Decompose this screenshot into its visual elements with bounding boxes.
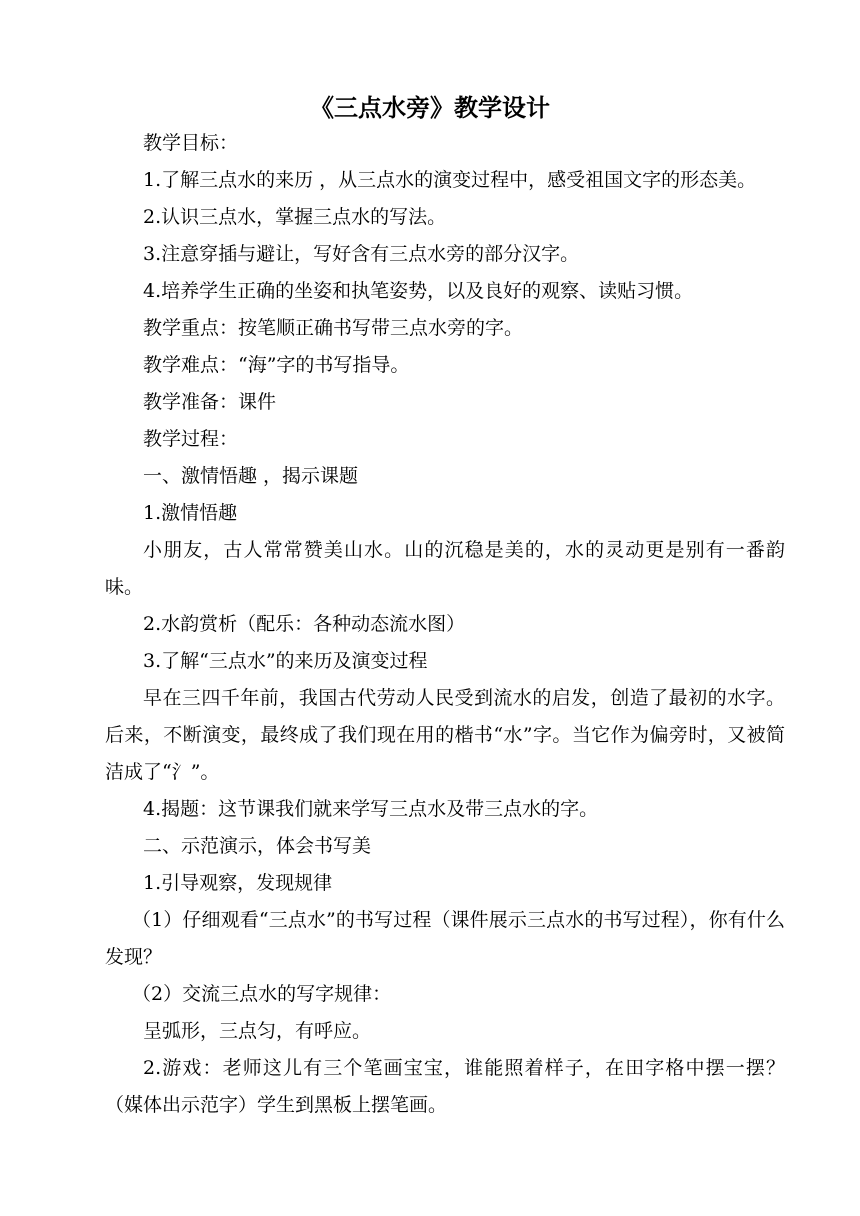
- paragraph: 1.激情悟趣: [143, 502, 238, 524]
- section-heading: 一、激情悟趣 ，揭示课题: [143, 465, 359, 487]
- paragraph: 2.水韵赏析（配乐：各种动态流水图）: [143, 613, 466, 635]
- paragraph: 教学难点：“海”字的书写指导。: [143, 354, 410, 376]
- paragraph: 小朋友，古人常常赞美山水。山的沉稳是美的，水的灵动更是别有一番韵味。: [105, 539, 785, 598]
- paragraph: 4.揭题：这节课我们就来学写三点水及带三点水的字。: [143, 798, 599, 820]
- paragraph: 2.认识三点水，掌握三点水的写法。: [143, 206, 447, 228]
- paragraph: 早在三四千年前，我国古代劳动人民受到流水的启发，创造了最初的水字。后来，不断演变，最终成了我们现在用的楷书“水”字。当它作为偏旁时，又被简洁成了“氵”。: [105, 687, 785, 783]
- paragraph: 1.了解三点水的来历 ，从三点水的演变过程中，感受祖国文字的形态美。: [143, 169, 757, 191]
- paragraph: 4.培养学生正确的坐姿和执笔姿势，以及良好的观察、读贴习惯。: [143, 280, 694, 302]
- document-title: 《三点水旁》教学设计: [310, 94, 550, 122]
- paragraph: 呈弧形，三点匀，有呼应。: [143, 1020, 372, 1042]
- paragraph: 3.注意穿插与避让，写好含有三点水旁的部分汉字。: [143, 243, 580, 265]
- paragraph: 教学过程：: [143, 428, 239, 450]
- paragraph: 1.引导观察，发现规律: [143, 872, 333, 894]
- paragraph: （2）交流三点水的写字规律：: [132, 983, 392, 1005]
- section-heading: 二、示范演示，体会书写美: [143, 835, 372, 857]
- paragraph: 教学目标：: [143, 132, 239, 154]
- paragraph: 教学准备：课件: [143, 391, 277, 413]
- paragraph: 2.游戏：老师这儿有三个笔画宝宝，谁能照着样子，在田字格中摆一摆？（媒体出示范字）学生到黑板上摆笔画。: [105, 1057, 785, 1116]
- paragraph: 3.了解“三点水”的来历及演变过程: [143, 650, 428, 672]
- paragraph: 教学重点：按笔顺正确书写带三点水旁的字。: [143, 317, 524, 339]
- paragraph: （1）仔细观看“三点水”的书写过程（课件展示三点水的书写过程），你有什么发现？: [105, 909, 785, 968]
